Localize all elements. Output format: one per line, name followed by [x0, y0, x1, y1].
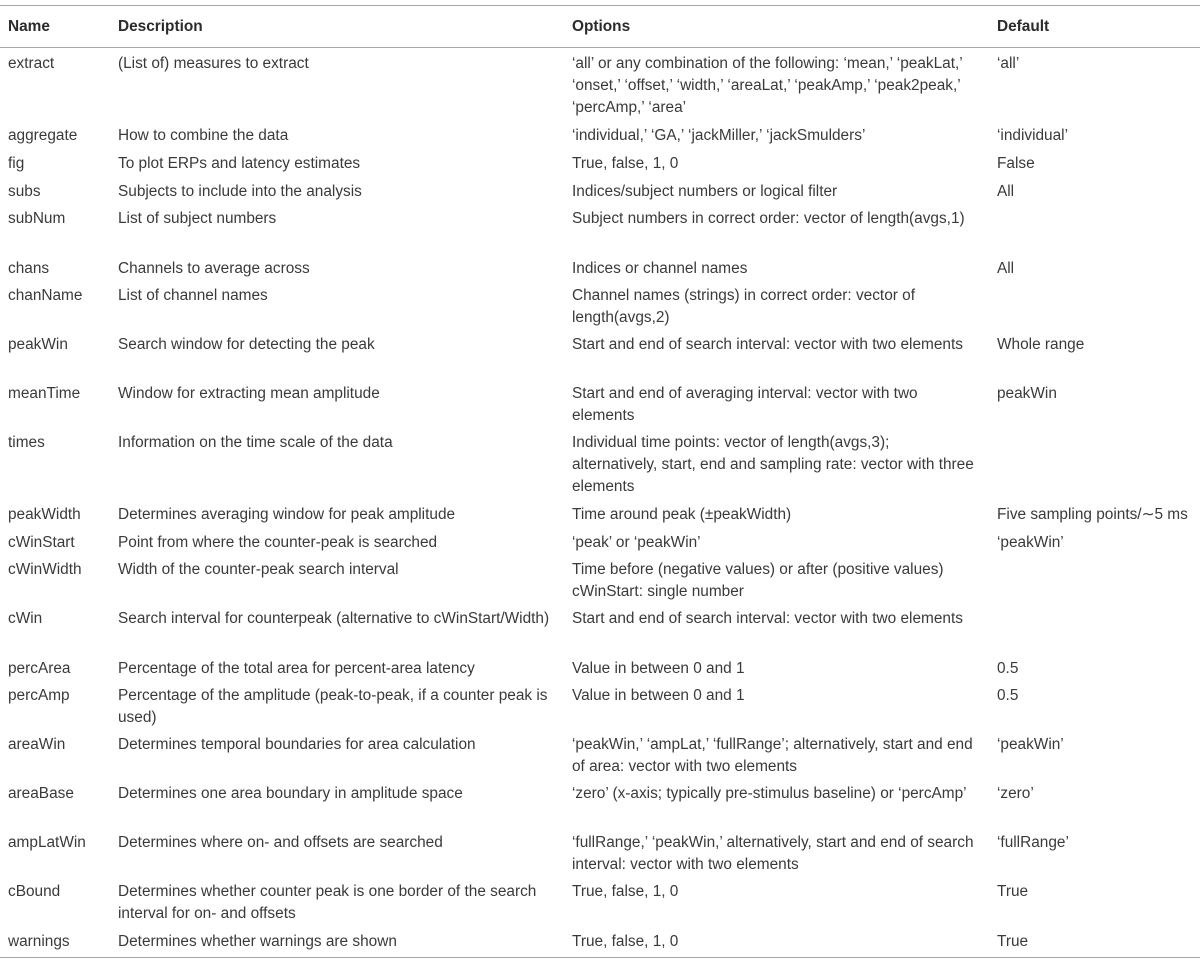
param-name: percArea — [8, 660, 71, 677]
header-options: Options — [564, 6, 989, 48]
param-default: ‘zero’ — [997, 785, 1034, 802]
param-name: chanName — [8, 287, 83, 304]
param-default — [989, 554, 1200, 603]
param-default: Five sampling points/∼5 ms — [997, 506, 1188, 523]
table-row — [0, 48, 1200, 120]
param-options: Subject numbers in correct order: vector of length(avgs,1) — [572, 210, 965, 227]
param-description: Information on the time scale of the data — [118, 434, 393, 451]
param-default: 0.5 — [997, 687, 1019, 704]
header-default: Default — [989, 6, 1200, 48]
param-options: ‘fullRange,’ ‘peakWin,’ alternatively, start and end of search interval: vector with two elements — [572, 834, 974, 873]
table-row — [0, 876, 1200, 925]
param-name: meanTime — [8, 385, 81, 402]
param-description: Determines whether warnings are shown — [110, 925, 564, 958]
param-default: Whole range — [997, 336, 1085, 353]
header-name: Name — [0, 6, 110, 48]
param-description: Determines temporal boundaries for area calculation — [118, 736, 476, 753]
table-row — [0, 652, 1200, 680]
param-options: True, false, 1, 0 — [564, 925, 989, 958]
param-name: peakWidth — [8, 506, 81, 523]
param-name: extract — [8, 55, 55, 72]
param-name: cWin — [8, 610, 43, 627]
param-default: ‘individual’ — [997, 127, 1069, 144]
param-description: Search interval for counterpeak (alternative to cWinStart/Width) — [118, 610, 550, 627]
param-options: Time before (negative values) or after (positive values) cWinStart: single number — [572, 561, 944, 600]
param-options: Individual time points: vector of length(avgs,3); alternatively, start, end and sampling rate: vector with three elements — [572, 434, 974, 495]
table-row — [0, 119, 1200, 147]
table-row — [0, 526, 1200, 554]
param-name: times — [8, 434, 45, 451]
param-options: Value in between 0 and 1 — [572, 660, 745, 677]
table-row — [0, 378, 1200, 427]
param-name: cWinStart — [8, 534, 75, 551]
table-row — [0, 329, 1200, 378]
param-default: All — [997, 260, 1015, 277]
table-header — [0, 6, 1200, 48]
table-row — [0, 427, 1200, 498]
param-description: Point from where the counter-peak is searched — [118, 534, 438, 551]
param-name: chans — [8, 260, 50, 277]
param-description: Width of the counter-peak search interval — [118, 561, 399, 578]
param-description: Subjects to include into the analysis — [118, 183, 362, 200]
param-description: Determines averaging window for peak amplitude — [118, 506, 456, 523]
param-options: True, false, 1, 0 — [572, 883, 679, 900]
param-options: Time around peak (±peakWidth) — [572, 506, 792, 523]
param-options: ‘peakWin,’ ‘ampLat,’ ‘fullRange’; alternatively, start and end of area: vector with two elements — [572, 736, 973, 775]
table-row — [0, 778, 1200, 827]
param-name: peakWin — [8, 336, 68, 353]
param-name: warnings — [0, 925, 110, 958]
param-default — [989, 203, 1200, 252]
param-default: ‘fullRange’ — [997, 834, 1069, 851]
table-row — [0, 729, 1200, 778]
param-default — [989, 603, 1200, 652]
param-name: fig — [8, 155, 25, 172]
param-options: ‘zero’ (x-axis; typically pre-stimulus baseline) or ‘percAmp’ — [572, 785, 967, 802]
table-row — [0, 680, 1200, 729]
table-row — [0, 603, 1200, 652]
table-row — [0, 498, 1200, 526]
table-row — [0, 147, 1200, 175]
param-default: All — [997, 183, 1015, 200]
param-default: peakWin — [997, 385, 1057, 402]
parameter-table — [0, 5, 1200, 958]
param-description: Channels to average across — [118, 260, 310, 277]
table-row — [0, 280, 1200, 329]
param-name: areaWin — [8, 736, 66, 753]
param-default: True — [997, 883, 1029, 900]
table-body — [0, 48, 1200, 958]
param-default: 0.5 — [997, 660, 1019, 677]
param-description: List of subject numbers — [118, 210, 277, 227]
table-row — [0, 252, 1200, 280]
param-options: Channel names (strings) in correct order: vector of length(avgs,2) — [572, 287, 916, 326]
param-options: Start and end of search interval: vector with two elements — [572, 610, 963, 627]
param-description: How to combine the data — [118, 127, 289, 144]
param-options: Start and end of search interval: vector with two elements — [572, 336, 963, 353]
param-options: Indices/subject numbers or logical filter — [572, 183, 838, 200]
param-default: False — [997, 155, 1035, 172]
param-default — [989, 427, 1200, 498]
param-description: Determines whether counter peak is one border of the search interval for on- and offsets — [118, 883, 537, 922]
param-description: Percentage of the amplitude (peak-to-peak, if a counter peak is used) — [118, 687, 548, 726]
param-description: Percentage of the total area for percent-area latency — [118, 660, 475, 677]
param-options: Value in between 0 and 1 — [572, 687, 745, 704]
param-description: Window for extracting mean amplitude — [118, 385, 380, 402]
param-name: areaBase — [8, 785, 74, 802]
param-default: True — [989, 925, 1200, 958]
param-name: aggregate — [8, 127, 78, 144]
param-description: To plot ERPs and latency estimates — [118, 155, 361, 172]
param-default: ‘peakWin’ — [997, 534, 1064, 551]
param-name: subNum — [8, 210, 66, 227]
param-description: Determines where on- and offsets are searched — [118, 834, 443, 851]
param-options: Start and end of averaging interval: vector with two elements — [572, 385, 918, 424]
param-default: ‘peakWin’ — [997, 736, 1064, 753]
table-row — [0, 827, 1200, 876]
param-name: subs — [8, 183, 41, 200]
param-description: List of channel names — [118, 287, 268, 304]
header-description: Description — [110, 6, 564, 48]
table-row — [0, 554, 1200, 603]
table-row — [0, 925, 1200, 958]
param-name: cWinWidth — [8, 561, 82, 578]
param-name: ampLatWin — [8, 834, 86, 851]
param-options: ‘peak’ or ‘peakWin’ — [572, 534, 701, 551]
param-options: ‘individual,’ ‘GA,’ ‘jackMiller,’ ‘jackSmulders’ — [572, 127, 866, 144]
param-description: Determines one area boundary in amplitude space — [118, 785, 463, 802]
param-default — [989, 280, 1200, 329]
param-name: cBound — [8, 883, 61, 900]
param-options: True, false, 1, 0 — [572, 155, 679, 172]
param-options: ‘all’ or any combination of the following: ‘mean,’ ‘peakLat,’ ‘onset,’ ‘offset,’ ‘width,’ ‘areaLat,’ ‘peakAmp,’ ‘peak2peak,’ ‘percAmp,’ ‘area’ — [572, 55, 963, 116]
param-description: Search window for detecting the peak — [118, 336, 375, 353]
param-name: percAmp — [8, 687, 70, 704]
table-row — [0, 203, 1200, 252]
header-row — [0, 6, 1200, 48]
table-row — [0, 175, 1200, 203]
param-description: (List of) measures to extract — [118, 55, 309, 72]
param-default: ‘all’ — [997, 55, 1020, 72]
param-options: Indices or channel names — [572, 260, 748, 277]
